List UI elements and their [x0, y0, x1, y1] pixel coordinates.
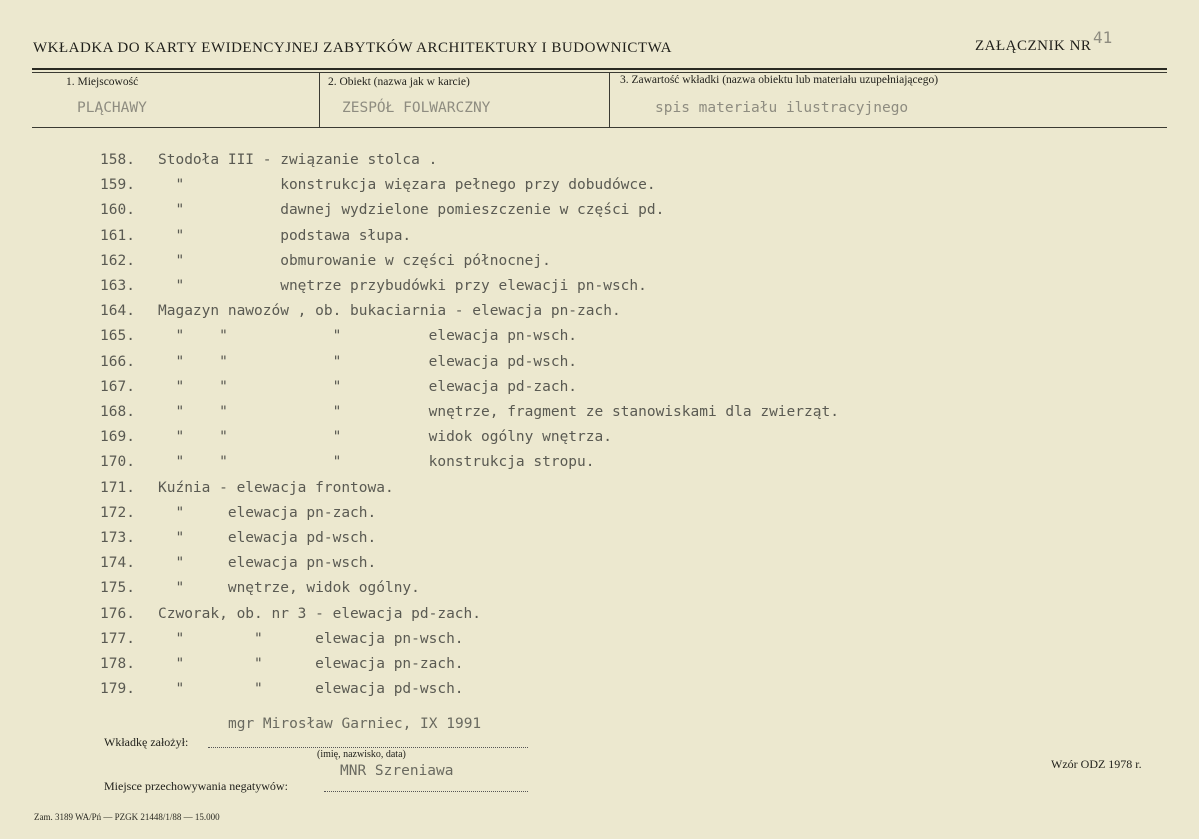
header-top-rule — [32, 68, 1167, 70]
entry-text: " " " widok ogólny wnętrza. — [158, 429, 612, 446]
list-item — [0, 328, 1199, 353]
entry-text: " " elewacja pn-wsch. — [158, 630, 464, 647]
negatives-dotted-line — [324, 791, 528, 792]
entry-text: Czworak, ob. nr 3 - elewacja pd-zach. — [158, 605, 482, 622]
list-item — [0, 580, 1199, 605]
locality-label: 1. Miejscowość — [66, 76, 139, 88]
entry-text: " " " konstrukcja stropu. — [158, 454, 595, 471]
entry-number: 173. — [100, 530, 135, 546]
entry-text: " " " elewacja pd-zach. — [158, 378, 578, 395]
entry-text: Kuźnia - elewacja frontowa. — [158, 479, 394, 496]
entry-number: 165. — [100, 328, 135, 345]
entry-number: 172. — [100, 504, 135, 521]
entry-text: " elewacja pd-wsch. — [158, 530, 377, 546]
entry-number: 158. — [100, 152, 135, 168]
entry-text: " wnętrze przybudówki przy elewacji pn-wsch. — [158, 278, 647, 294]
attachment-label: ZAŁĄCZNIK NR — [975, 38, 1092, 54]
content-label: 3. Zawartość wkładki (nazwa obiektu lub materiału uzupełniającego) — [620, 74, 939, 86]
entry-number: 161. — [100, 227, 135, 244]
entry-text: " " " elewacja pd-wsch. — [158, 353, 578, 370]
entry-text: " dawnej wydzielone pomieszczenie w części pd. — [158, 202, 665, 219]
list-item — [0, 631, 1199, 656]
founded-by-hint: (imię, nazwisko, data) — [317, 749, 406, 760]
entry-text: " " elewacja pn-zach. — [158, 656, 464, 672]
entry-text: " elewacja pn-zach. — [158, 504, 377, 521]
list-item — [0, 253, 1199, 278]
attachment-number: 41 — [1093, 28, 1113, 47]
entry-text: Magazyn nawozów , ob. bukaciarnia - elewacja pn-zach. — [158, 303, 621, 320]
list-item — [0, 480, 1199, 505]
object-value: ZESPÓŁ FOLWARCZNY — [342, 100, 491, 116]
entry-number: 160. — [100, 202, 135, 219]
list-item — [0, 606, 1199, 631]
list-item — [0, 555, 1199, 580]
entry-number: 168. — [100, 404, 135, 420]
founded-by-label: Wkładkę założył: — [104, 735, 189, 749]
object-label: 2. Obiekt (nazwa jak w karcie) — [328, 76, 470, 88]
entry-text: " konstrukcja więzara pełnego przy dobudówce. — [158, 177, 656, 194]
entry-number: 169. — [100, 429, 135, 446]
field-divider-1 — [319, 72, 320, 127]
negatives-label: Miejsce przechowywania negatywów: — [104, 779, 288, 793]
entry-text: " " " elewacja pn-wsch. — [158, 328, 578, 345]
entry-number: 177. — [100, 630, 135, 647]
header-top-rule-2 — [32, 72, 1167, 73]
entry-number: 164. — [100, 303, 135, 320]
locality-value: PLĄCHAWY — [77, 100, 147, 116]
entry-number: 178. — [100, 656, 135, 672]
list-item — [0, 681, 1199, 706]
print-info: Zam. 3189 WA/Pń — PZGK 21448/1/88 — 15.000 — [34, 812, 220, 822]
list-item — [0, 505, 1199, 530]
content-value: spis materiału ilustracyjnego — [655, 100, 909, 116]
list-item — [0, 202, 1199, 227]
entry-number: 162. — [100, 252, 135, 269]
founded-by-value: mgr Mirosław Garniec, IX 1991 — [228, 716, 482, 732]
list-item — [0, 278, 1199, 303]
field-divider-2 — [609, 72, 610, 127]
list-item — [0, 404, 1199, 429]
entry-number: 163. — [100, 278, 135, 294]
list-item — [0, 454, 1199, 479]
entry-number: 174. — [100, 555, 135, 572]
entry-text: " " " wnętrze, fragment ze stanowiskami dla zwierząt. — [158, 404, 839, 420]
entry-number: 167. — [100, 378, 135, 395]
entry-text: Stodoła III - związanie stolca . — [158, 152, 438, 168]
list-item — [0, 656, 1199, 681]
entry-number: 171. — [100, 479, 135, 496]
negatives-value: MNR Szreniawa — [340, 763, 454, 779]
list-item — [0, 152, 1199, 177]
founded-by-dotted-line — [208, 747, 528, 748]
entry-text: " podstawa słupa. — [158, 227, 412, 244]
entry-text: " " elewacja pd-wsch. — [158, 681, 464, 698]
entry-text: " obmurowanie w części północnej. — [158, 252, 551, 269]
entry-number: 176. — [100, 605, 135, 622]
list-item — [0, 228, 1199, 253]
document-title: WKŁADKA DO KARTY EWIDENCYJNEJ ZABYTKÓW ARCHITEKTURY I BUDOWNICTWA — [33, 40, 672, 56]
entry-text: " elewacja pn-wsch. — [158, 555, 377, 572]
list-item — [0, 379, 1199, 404]
entry-number: 179. — [100, 681, 135, 698]
list-item — [0, 177, 1199, 202]
list-item — [0, 530, 1199, 555]
entry-number: 170. — [100, 454, 135, 471]
header-bottom-rule — [32, 127, 1167, 128]
list-item — [0, 354, 1199, 379]
list-item — [0, 429, 1199, 454]
entry-number: 159. — [100, 177, 135, 194]
list-item — [0, 303, 1199, 328]
entry-text: " wnętrze, widok ogólny. — [158, 580, 420, 597]
form-label: Wzór ODZ 1978 r. — [1051, 757, 1142, 771]
entry-number: 166. — [100, 353, 135, 370]
entry-number: 175. — [100, 580, 135, 597]
